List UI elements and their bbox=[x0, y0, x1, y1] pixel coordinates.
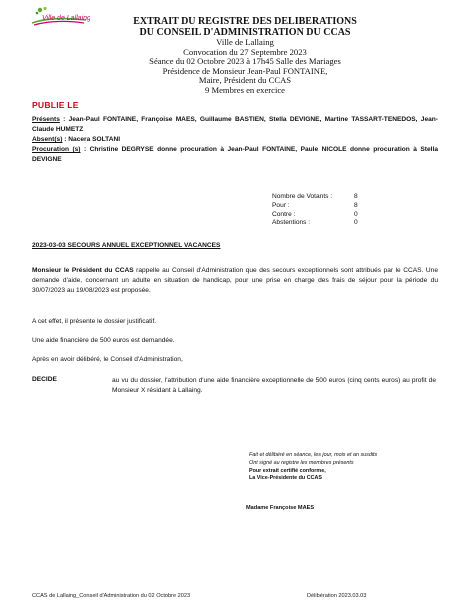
vote-value: 0 bbox=[354, 210, 358, 218]
signature-line-4: La Vice-Présidente du CCAS bbox=[249, 475, 322, 482]
decide-text: au vu du dossier, l'attribution d'une aide financière exceptionnelle de 500 euros (cinq cents euros) au profit de Monsieur X résidant à Lallaing. bbox=[112, 377, 436, 395]
body-paragraph-2: A cet effet, il présente le dossier justificatif. bbox=[32, 318, 157, 325]
header-line-presidence: Présidence de Monsieur Jean-Paul FONTAINE, bbox=[162, 65, 328, 76]
attendance-block bbox=[32, 115, 438, 165]
vote-label: Abstentions : bbox=[272, 219, 311, 227]
footer-left: CCAS de Lallaing_Conseil d'Administration du 02 Octobre 2023 bbox=[32, 593, 191, 599]
page-footer bbox=[32, 593, 432, 599]
body-p1-text: rappelle au Conseil d'Administration que des secours exceptionnels sont attribués par le CCAS. Une demande d'aide, concernant un adulte en situation de handicap, pour une prise en charge des frais de séjour pour la période du 30/07/2023 au 19/08/2023 est proposée. bbox=[32, 267, 438, 295]
signature-block bbox=[249, 452, 377, 483]
logo-text: Ville de Lallaing bbox=[42, 15, 90, 22]
vote-tally bbox=[272, 193, 364, 228]
vote-value: 8 bbox=[354, 201, 358, 209]
absents-label: Absent(s) bbox=[32, 136, 63, 143]
header-line-membres: 9 Membres en exercice bbox=[205, 84, 285, 95]
header-line-maire: Maire, Président du CCAS bbox=[198, 75, 292, 86]
header-title-2: DU CONSEIL D'ADMINISTRATION DU CCAS bbox=[139, 27, 351, 38]
procuration-text: : Christine DEGRYSE donne procuration à Jean-Paul FONTAINE, Paule NICOLE donne procuration à Stella DEVIGNE bbox=[32, 146, 438, 163]
decide-label: DECIDE bbox=[32, 376, 57, 383]
signature-line-3: Pour extrait certifié conforme, bbox=[249, 467, 326, 474]
vote-value: 8 bbox=[354, 193, 358, 200]
header-line-convocation: Convocation du 27 Septembre 2023 bbox=[183, 46, 307, 57]
body-paragraph-3: Une aide financière de 500 euros est demandée. bbox=[32, 337, 175, 344]
logo-graphic bbox=[28, 4, 90, 28]
vote-label: Pour : bbox=[272, 201, 290, 209]
vote-value: 0 bbox=[354, 219, 358, 227]
body-paragraph-1 bbox=[32, 266, 438, 297]
vote-label: Nombre de Votants : bbox=[272, 193, 333, 200]
vote-row-pour bbox=[272, 202, 364, 211]
vote-row-contre bbox=[272, 211, 364, 220]
procuration-line bbox=[32, 145, 438, 165]
vote-row-votants bbox=[272, 193, 364, 202]
signature-line-1: Fait et délibéré en séance, les jour, mois et an susdits bbox=[249, 452, 378, 458]
signer-name: Madame Françoise MAES bbox=[246, 505, 315, 511]
header-line-seance: Séance du 02 Octobre 2023 à 17h45 Salle des Mariages bbox=[149, 56, 341, 67]
deliberation-header bbox=[100, 16, 390, 96]
presents-names: : Jean-Paul FONTAINE, Françoise MAES, Guillaume BASTIEN, Stella DEVIGNE, Martine TASSART-TENEDOS, Jean-Claude HUMETZ bbox=[32, 116, 438, 133]
vote-label: Contre : bbox=[272, 210, 296, 218]
presents-line bbox=[32, 115, 438, 135]
deliberation-subject: 2023-03-03 SECOURS ANNUEL EXCEPTIONNEL VACANCES bbox=[32, 242, 221, 249]
procuration-label: Procuration (s) bbox=[32, 146, 81, 153]
vote-row-abstentions bbox=[272, 219, 364, 228]
signature-line-2: Ont signé au registre les membres présents bbox=[249, 459, 354, 466]
header-title-1: EXTRAIT DU REGISTRE DES DELIBERATIONS bbox=[133, 16, 357, 27]
footer-right: Délibération 2023.03.03 bbox=[307, 593, 367, 599]
presents-label: Présents bbox=[32, 116, 60, 123]
body-paragraph-4: Après en avoir délibéré, le Conseil d'Administration, bbox=[32, 356, 183, 363]
lallaing-logo bbox=[28, 4, 90, 28]
body-president-bold: Monsieur le Président du CCAS bbox=[32, 267, 134, 274]
absents-names: : Nacera SOLTANI bbox=[62, 136, 121, 143]
publie-le-label: PUBLIE LE bbox=[32, 100, 79, 110]
header-line-town: Ville de Lallaing bbox=[216, 37, 274, 47]
absents-line bbox=[32, 135, 438, 145]
